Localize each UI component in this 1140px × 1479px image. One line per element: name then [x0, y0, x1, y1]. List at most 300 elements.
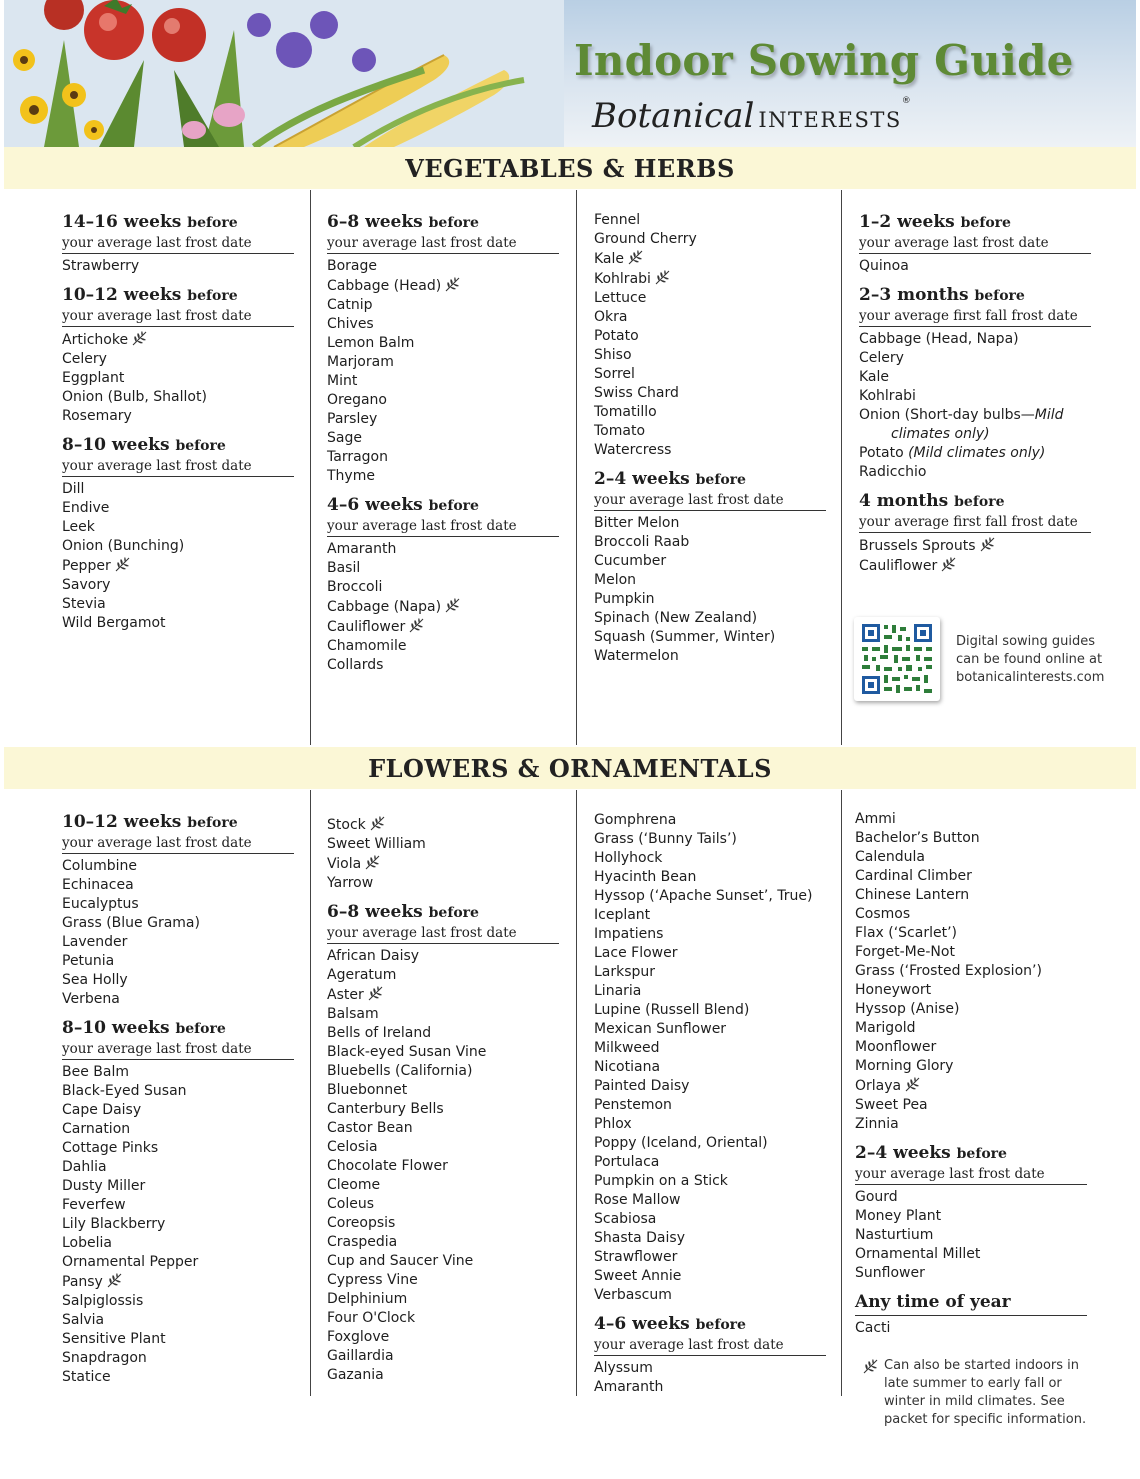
plant-item [594, 1267, 826, 1286]
plant-name: Coleus [327, 1196, 375, 1212]
plant-item [62, 1158, 294, 1177]
plant-item [859, 387, 1091, 406]
plant-name: Salpiglossis [62, 1293, 144, 1309]
plant-item [62, 1253, 294, 1272]
sowing-group [594, 1313, 826, 1397]
plant-name: Echinacea [62, 877, 134, 893]
plant-name: Tarragon [327, 449, 388, 465]
sowing-group [855, 810, 1087, 1134]
plant-item [859, 556, 1091, 576]
weeks-label: 4–6 weeks [594, 1314, 690, 1334]
plant-name: Cardinal Climber [855, 868, 972, 884]
plant-item [594, 1210, 826, 1229]
plant-name: Shasta Daisy [594, 1230, 685, 1246]
plant-item [855, 1115, 1087, 1134]
plant-name: Hyacinth Bean [594, 869, 697, 885]
plant-name: Black-eyed Susan Vine [327, 1044, 487, 1060]
plant-name: Bee Balm [62, 1064, 129, 1080]
plant-item [594, 1058, 826, 1077]
group-subheading: your average last frost date [62, 307, 294, 327]
plant-item [62, 350, 294, 369]
plant-name: Bluebells (California) [327, 1063, 473, 1079]
plant-name: Salvia [62, 1312, 105, 1328]
plant-name: Canterbury Bells [327, 1101, 444, 1117]
plant-name: Okra [594, 309, 628, 325]
plant-name: Nicotiana [594, 1059, 661, 1075]
group-heading [62, 434, 294, 457]
group-heading [594, 1313, 826, 1336]
plant-item [594, 308, 826, 327]
plant-item [594, 609, 826, 628]
group-heading [859, 490, 1091, 513]
plant-name: Verbascum [594, 1287, 672, 1303]
plant-item [327, 1347, 559, 1366]
plant-item [62, 499, 294, 518]
plant-name: Leek [62, 519, 95, 535]
plant-item [594, 1359, 826, 1378]
plant-name: Onion (Bunching) [62, 538, 185, 554]
plant-item [855, 1188, 1087, 1207]
plant-item [327, 353, 559, 372]
plant-name: Chives [327, 316, 374, 332]
plant-item [594, 868, 826, 887]
plant-item [594, 887, 826, 906]
plant-name: Moonflower [855, 1039, 937, 1055]
group-subheading: your average first fall frost date [859, 513, 1091, 533]
column-divider [576, 190, 577, 745]
plant-item [594, 1077, 826, 1096]
plant-item [62, 537, 294, 556]
column-divider [841, 190, 842, 745]
plant-item [327, 1081, 559, 1100]
plant-item [594, 1020, 826, 1039]
plant-name: Cleome [327, 1177, 381, 1193]
plant-name: Dill [62, 481, 85, 497]
group-heading [859, 284, 1091, 307]
sprig-icon [979, 536, 997, 552]
plant-name: Dusty Miller [62, 1178, 146, 1194]
before-label: before [175, 1021, 226, 1037]
plant-item [594, 514, 826, 533]
qr-code-icon [854, 617, 940, 701]
plant-item [327, 276, 559, 296]
plant-item [594, 628, 826, 647]
plant-item [327, 617, 559, 637]
sowing-group [594, 811, 826, 1305]
plant-name: Sea Holly [62, 972, 128, 988]
plant-item [594, 1096, 826, 1115]
weeks-label: 6–8 weeks [327, 212, 423, 232]
plant-item [62, 1272, 294, 1292]
group-heading [62, 284, 294, 307]
before-label: before [187, 815, 238, 831]
plant-name: Amaranth [594, 1379, 664, 1395]
plant-item [859, 444, 1091, 463]
flower-column-2 [327, 815, 559, 1393]
plant-item [859, 425, 1091, 444]
plant-item [594, 346, 826, 365]
plant-item [855, 905, 1087, 924]
plant-name: Nasturtium [855, 1227, 934, 1243]
plant-item [594, 925, 826, 944]
plant-item [859, 257, 1091, 276]
plant-name: Chocolate Flower [327, 1158, 448, 1174]
plant-name: Sage [327, 430, 362, 446]
plant-name: Cape Daisy [62, 1102, 142, 1118]
column-divider [841, 790, 842, 1396]
plant-item [855, 981, 1087, 1000]
plant-name: Strawflower [594, 1249, 678, 1265]
plant-name: Kale [859, 369, 890, 385]
plant-item [62, 1234, 294, 1253]
sowing-group [62, 284, 294, 426]
plant-name: Verbena [62, 991, 120, 1007]
plant-name: Scabiosa [594, 1211, 657, 1227]
plant-name: Marigold [855, 1020, 916, 1036]
plant-item [62, 1311, 294, 1330]
sprig-icon [367, 985, 385, 1001]
plant-item [594, 1286, 826, 1305]
plant-name: Portulaca [594, 1154, 660, 1170]
sprig-icon [444, 276, 462, 292]
plant-name: Linaria [594, 983, 642, 999]
brand-logo [592, 96, 911, 136]
plant-item [327, 559, 559, 578]
plant-name: Lemon Balm [327, 335, 415, 351]
plant-name: Sunflower [855, 1265, 925, 1281]
plant-item [62, 480, 294, 499]
plant-item [594, 552, 826, 571]
plant-name: Foxglove [327, 1329, 390, 1345]
plant-item [62, 1292, 294, 1311]
plant-name: Tomatillo [594, 404, 657, 420]
plant-item [62, 971, 294, 990]
plant-name: Pansy [62, 1274, 103, 1290]
plant-item [62, 388, 294, 407]
plant-name: Calendula [855, 849, 925, 865]
plant-item [594, 384, 826, 403]
sowing-group [859, 284, 1091, 482]
sowing-group [327, 494, 559, 675]
plant-item [594, 647, 826, 666]
plant-name: Marjoram [327, 354, 394, 370]
group-subheading: your average last frost date [62, 834, 294, 854]
weeks-label: 2–4 weeks [855, 1143, 951, 1163]
plant-name: Lupine (Russell Blend) [594, 1002, 750, 1018]
plant-name: Penstemon [594, 1097, 672, 1113]
plant-name: Chinese Lantern [855, 887, 970, 903]
qr-url-link[interactable]: botanicalinterests.com [956, 670, 1105, 685]
plant-item [594, 1115, 826, 1134]
weeks-label: 6–8 weeks [327, 902, 423, 922]
plant-item [327, 315, 559, 334]
plant-name: Artichoke [62, 332, 129, 348]
plant-name: Statice [62, 1369, 111, 1385]
plant-item [327, 257, 559, 276]
plant-name: Cucumber [594, 553, 667, 569]
plant-item [855, 848, 1087, 867]
plant-name: Quinoa [859, 258, 909, 274]
plant-item [62, 330, 294, 350]
plant-name: Watermelon [594, 648, 679, 664]
plant-name: Potato [594, 328, 639, 344]
group-subheading: your average first fall frost date [859, 307, 1091, 327]
plant-name: Bitter Melon [594, 515, 680, 531]
plant-name: Bluebonnet [327, 1082, 408, 1098]
before-label: before [960, 215, 1011, 231]
plant-item [327, 1252, 559, 1271]
plant-name: Bachelor’s Button [855, 830, 980, 846]
weeks-label: 1–2 weeks [859, 212, 955, 232]
plant-item [327, 391, 559, 410]
sowing-group [62, 434, 294, 633]
plant-item [859, 536, 1091, 556]
plant-item [855, 829, 1087, 848]
plant-name: Cup and Saucer Vine [327, 1253, 474, 1269]
group-rule [855, 1313, 1087, 1316]
plant-item [855, 962, 1087, 981]
plant-item [327, 835, 559, 854]
sowing-group [594, 468, 826, 666]
plant-item [855, 1000, 1087, 1019]
sowing-group [327, 211, 559, 486]
before-label: before [187, 288, 238, 304]
plant-name: Flax (‘Scarlet’) [855, 925, 957, 941]
plant-name: Celery [859, 350, 904, 366]
plant-item [859, 368, 1091, 387]
plant-item [62, 857, 294, 876]
group-subheading: your average last frost date [62, 457, 294, 477]
plant-item [859, 330, 1091, 349]
plant-item [62, 1215, 294, 1234]
plant-item [327, 372, 559, 391]
plant-item [327, 1062, 559, 1081]
qr-code[interactable] [854, 617, 940, 701]
plant-item [594, 1248, 826, 1267]
plant-item [855, 867, 1087, 886]
plant-name: Cypress Vine [327, 1272, 418, 1288]
weeks-label: 8–10 weeks [62, 435, 170, 455]
plant-item [62, 1139, 294, 1158]
group-heading [62, 811, 294, 834]
plant-item [327, 1157, 559, 1176]
plant-name: Savory [62, 577, 111, 593]
plant-name: Sweet Annie [594, 1268, 682, 1284]
plant-item [327, 1290, 559, 1309]
plant-name: Larkspur [594, 964, 656, 980]
group-subheading: your average last frost date [327, 924, 559, 944]
weeks-label: 2–4 weeks [594, 469, 690, 489]
plant-name: Radicchio [859, 464, 927, 480]
plant-item [855, 1038, 1087, 1057]
group-heading [855, 1291, 1087, 1313]
weeks-label: 4–6 weeks [327, 495, 423, 515]
plant-name: Lettuce [594, 290, 647, 306]
plant-item [62, 1196, 294, 1215]
before-label: before [956, 1146, 1007, 1162]
plant-item [62, 576, 294, 595]
plant-item [62, 1101, 294, 1120]
plant-name: Mint [327, 373, 358, 389]
plant-name: Onion (Short-day bulbs— [859, 407, 1035, 423]
header-banner [4, 0, 1136, 147]
plant-item [594, 1172, 826, 1191]
sprig-icon [106, 1272, 124, 1288]
plant-note: (Mild climates only) [908, 445, 1046, 461]
plant-name: Milkweed [594, 1040, 660, 1056]
plant-item [594, 982, 826, 1001]
sowing-group [327, 901, 559, 1385]
sowing-group [855, 1291, 1087, 1338]
weeks-label: 10–12 weeks [62, 285, 182, 305]
plant-item [327, 1195, 559, 1214]
plant-item [855, 1264, 1087, 1283]
sprig-icon [408, 617, 426, 633]
plant-name: Sensitive Plant [62, 1331, 166, 1347]
plant-name: Columbine [62, 858, 138, 874]
plant-item [855, 886, 1087, 905]
brand-script: Botanical [592, 96, 755, 136]
plant-name: Gourd [855, 1189, 898, 1205]
group-heading [594, 468, 826, 491]
plant-name: Forget-Me-Not [855, 944, 955, 960]
plant-name: Delphinium [327, 1291, 408, 1307]
before-label: before [175, 438, 226, 454]
plant-name: Grass (Blue Grama) [62, 915, 200, 931]
plant-name: Basil [327, 560, 361, 576]
veg-column-2 [327, 211, 559, 683]
plant-name: Cabbage (Napa) [327, 599, 442, 615]
plant-name: Spinach (New Zealand) [594, 610, 758, 626]
sowing-group [859, 211, 1091, 276]
plant-name: Ageratum [327, 967, 397, 983]
plant-name: Ornamental Millet [855, 1246, 981, 1262]
plant-item [62, 990, 294, 1009]
flower-column-3 [594, 811, 826, 1405]
plant-name: Broccoli [327, 579, 383, 595]
plant-name: Mexican Sunflower [594, 1021, 727, 1037]
plant-name: Rose Mallow [594, 1192, 681, 1208]
veg-column-4 [859, 211, 1091, 584]
plant-name: Strawberry [62, 258, 140, 274]
qr-caption-line: Digital sowing guides [956, 634, 1096, 649]
plant-name: Sweet Pea [855, 1097, 928, 1113]
plant-item [327, 637, 559, 656]
plant-item [855, 1057, 1087, 1076]
plant-name: Gaillardia [327, 1348, 394, 1364]
plant-note: Mild [1034, 407, 1064, 423]
plant-item [327, 874, 559, 893]
plant-item [855, 924, 1087, 943]
plant-item [327, 1138, 559, 1157]
sowing-group [855, 1142, 1087, 1283]
plant-item [62, 1063, 294, 1082]
weeks-label: 10–12 weeks [62, 812, 182, 832]
plant-item [327, 1176, 559, 1195]
plant-name: Black-Eyed Susan [62, 1083, 187, 1099]
plant-item [62, 518, 294, 537]
sprig-icon [627, 249, 645, 265]
group-heading [327, 494, 559, 517]
flower-column-1 [62, 811, 294, 1395]
plant-item [62, 895, 294, 914]
plant-item [62, 1177, 294, 1196]
sprig-icon [369, 815, 387, 831]
plant-name: Hyssop (Anise) [855, 1001, 960, 1017]
sowing-group [62, 1017, 294, 1387]
before-label: before [695, 472, 746, 488]
plant-item [859, 463, 1091, 482]
sowing-group [594, 211, 826, 460]
plant-name: Money Plant [855, 1208, 942, 1224]
plant-name: Thyme [327, 468, 375, 484]
vegetable-flower-illustration [4, 0, 564, 147]
plant-name: Ornamental Pepper [62, 1254, 199, 1270]
plant-item [594, 1229, 826, 1248]
plant-item [62, 952, 294, 971]
column-divider [310, 190, 311, 745]
plant-name: Ammi [855, 811, 896, 827]
weeks-label: 14–16 weeks [62, 212, 182, 232]
group-heading [327, 901, 559, 924]
plant-name: Impatiens [594, 926, 664, 942]
plant-item [327, 429, 559, 448]
group-subheading: your average last frost date [327, 517, 559, 537]
plant-name: Cosmos [855, 906, 911, 922]
plant-item [327, 1005, 559, 1024]
plant-name: Iceplant [594, 907, 651, 923]
sowing-group [62, 211, 294, 276]
plant-item [594, 811, 826, 830]
plant-item [594, 944, 826, 963]
plant-name: Eucalyptus [62, 896, 139, 912]
before-label: before [428, 498, 479, 514]
plant-name: Poppy (Iceland, Oriental) [594, 1135, 768, 1151]
plant-name: Watercress [594, 442, 672, 458]
before-label: before [428, 905, 479, 921]
plant-item [327, 1100, 559, 1119]
plant-item [62, 914, 294, 933]
plant-name: Cacti [855, 1320, 891, 1336]
plant-name: Grass (‘Bunny Tails’) [594, 831, 737, 847]
plant-name: Coreopsis [327, 1215, 396, 1231]
plant-item [594, 211, 826, 230]
plant-item [62, 614, 294, 633]
plant-item [327, 1233, 559, 1252]
plant-item [62, 1330, 294, 1349]
plant-name: Swiss Chard [594, 385, 679, 401]
plant-name: Snapdragon [62, 1350, 147, 1366]
column-divider [310, 790, 311, 1396]
group-subheading: your average last frost date [594, 491, 826, 511]
plant-name: Feverfew [62, 1197, 126, 1213]
plant-name: Hollyhock [594, 850, 663, 866]
plant-name: Cabbage (Head, Napa) [859, 331, 1019, 347]
plant-name: Collards [327, 657, 384, 673]
plant-name: Broccoli Raab [594, 534, 690, 550]
plant-item [327, 1043, 559, 1062]
plant-item [855, 810, 1087, 829]
plant-name: Cauliflower [859, 558, 938, 574]
plant-item [327, 1271, 559, 1290]
plant-item [594, 1153, 826, 1172]
plant-item [62, 369, 294, 388]
plant-name: Catnip [327, 297, 373, 313]
footnote [862, 1357, 1102, 1429]
plant-name: Carnation [62, 1121, 131, 1137]
plant-name: Craspedia [327, 1234, 398, 1250]
plant-item [594, 830, 826, 849]
